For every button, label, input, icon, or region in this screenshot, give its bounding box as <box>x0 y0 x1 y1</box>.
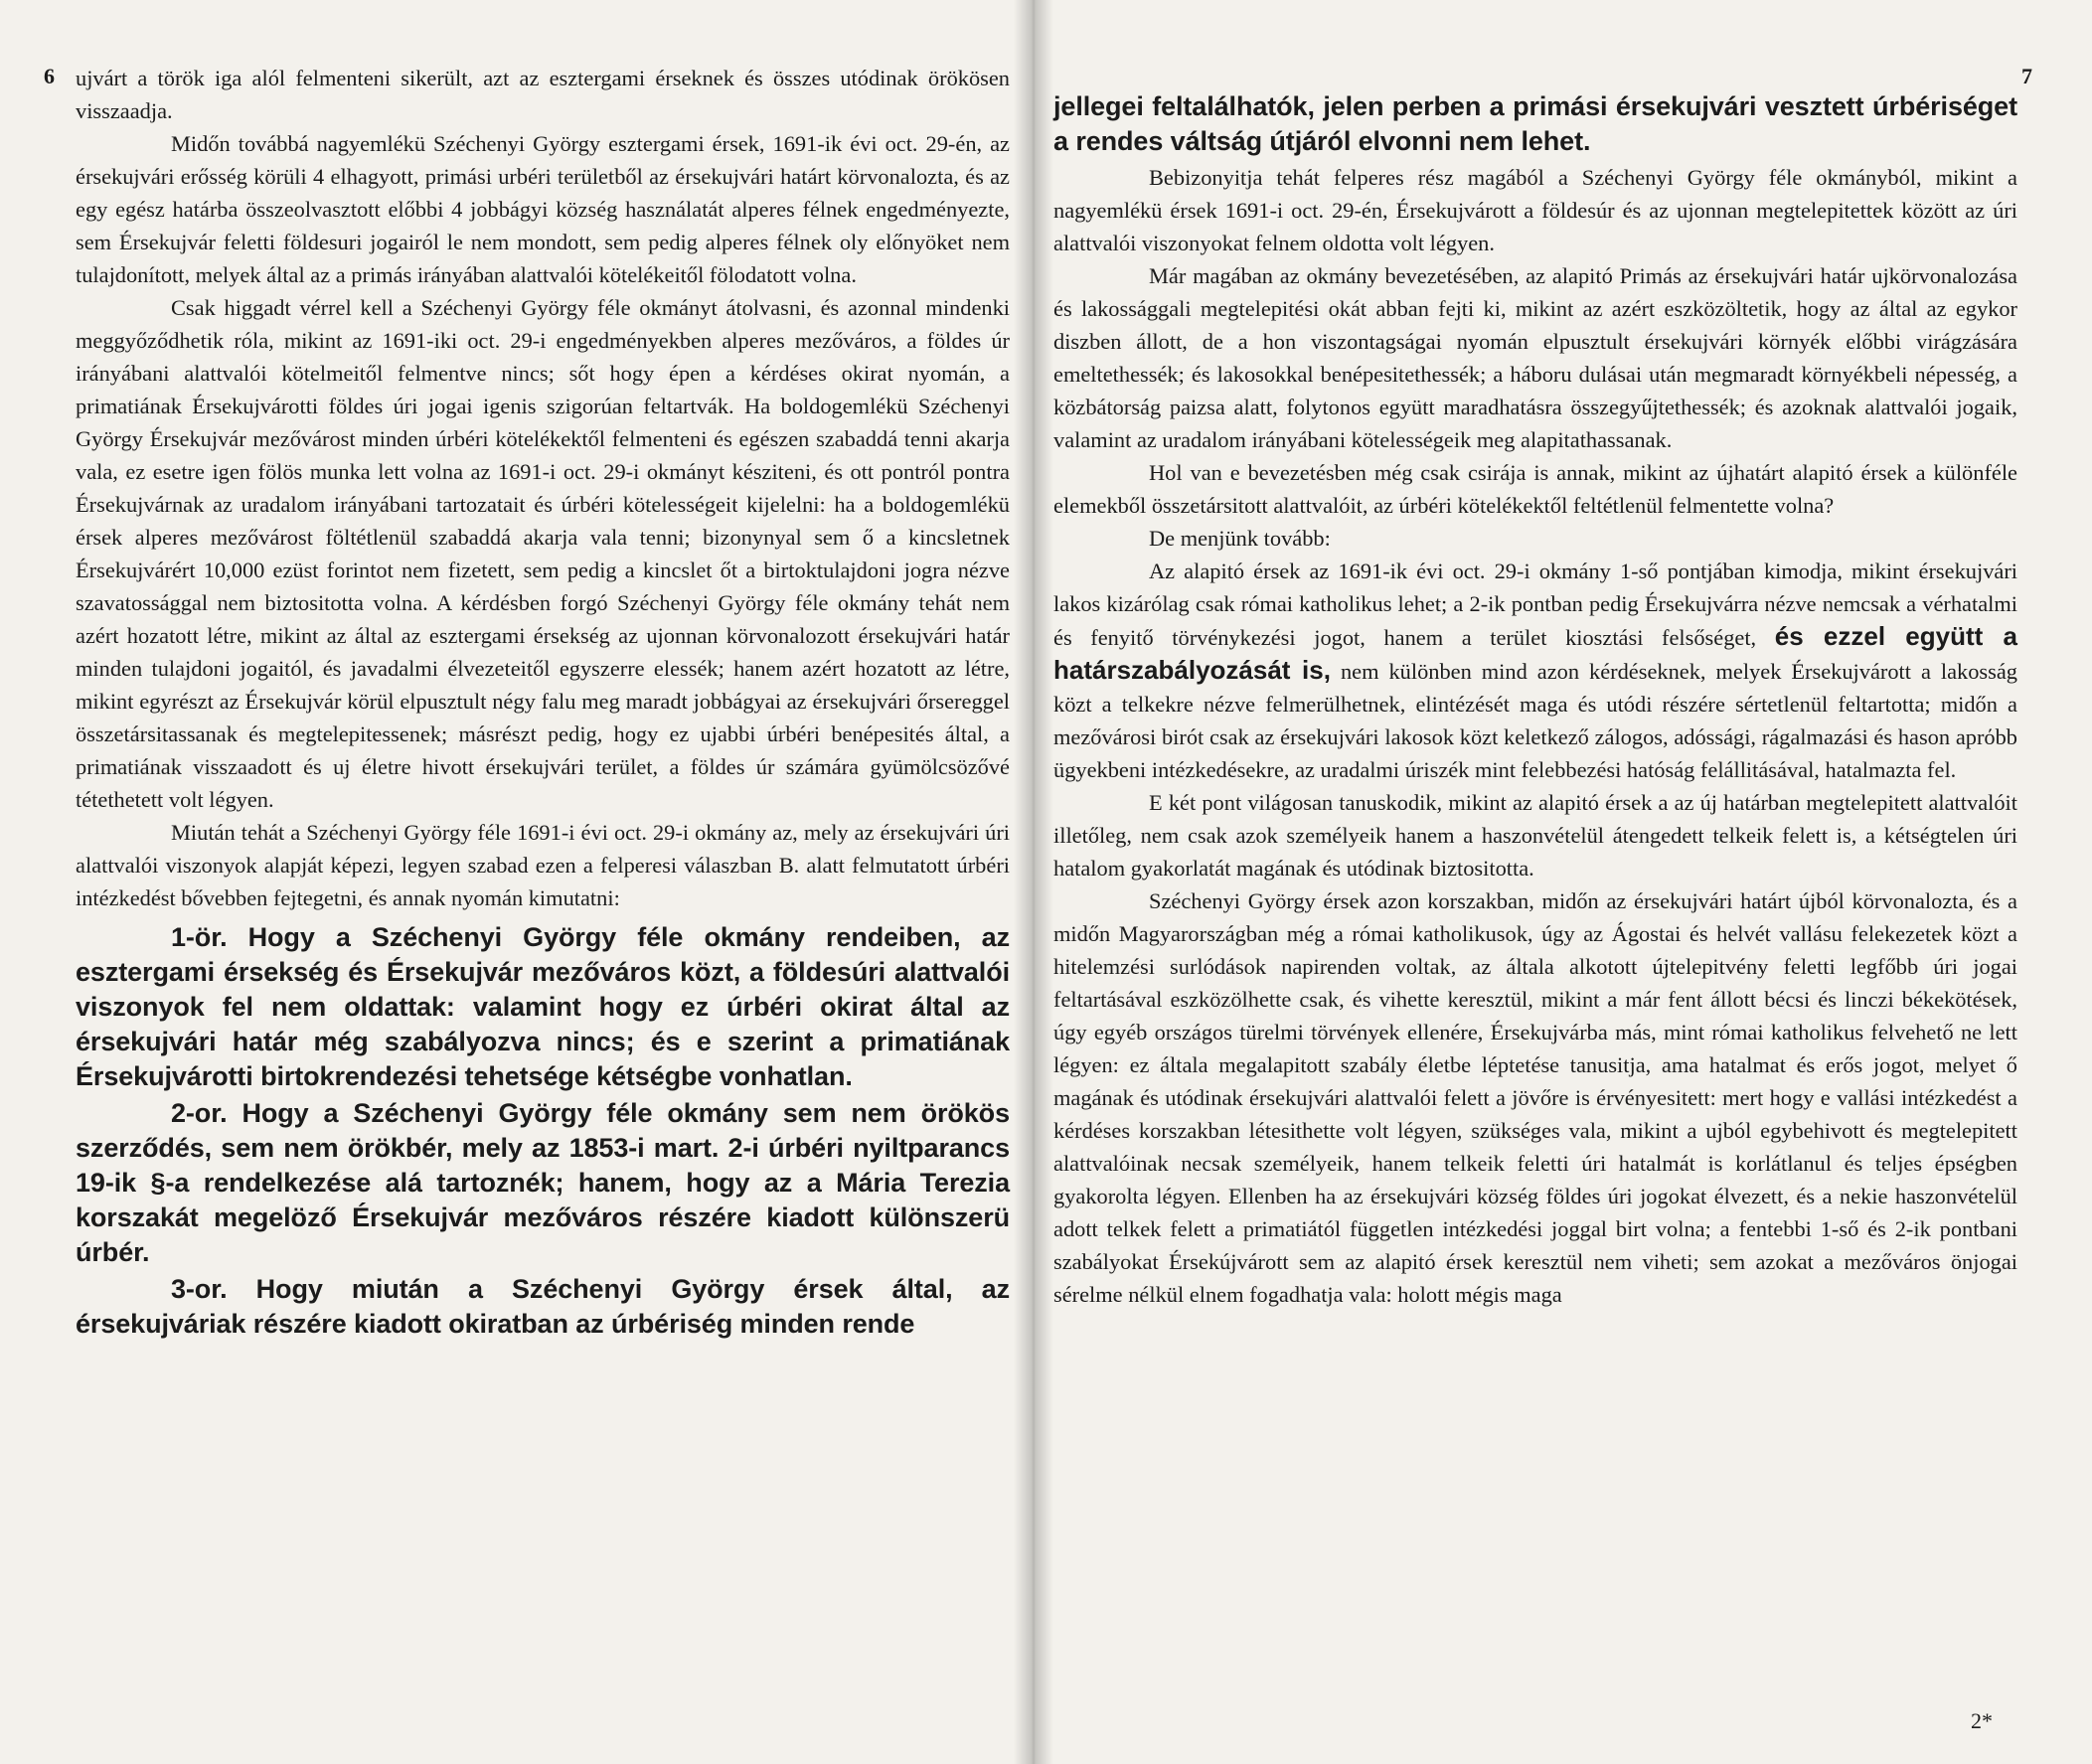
paragraph: Már magában az okmány bevezetésében, az alapitó Primás az érsekujvári határ ujkörvonalozása és lakossággali megtelepitési okát abban fejti ki, mikint az azért eszközöltetik, hogy az által az egykor diszben állott, de a hon viszontagságai nyomán elpusztult érsekujvári környék előbbi virágzására emeltethessék; és lakosokkal benépesitethessék; a háboru dulásai után megmaradt környékbeli népesség, a közbátorság paizsa alatt, folytonos együtt maradhatásra összegyűjtethessék; és azoknak alattvalói jogaik, valamint az uradalom irányábani kötelességeik meg alapitathassanak. <box>1053 263 2017 452</box>
paragraph: Széchenyi György érsek azon korszakban, midőn az érsekujvári határt újból körvonalozta, és a midőn Magyarországban még a római katholikusok, úgy az Ágostai és helvét vallásu felekezetek közt a hitelemzési surlódások napirenden voltak, az általa alkotott újtelepitvény feletti legfőbb úri jogai feltartásával eszközölhette csak, és vihette keresztül, mikint a már fent állott bécsi és linczi békekötések, úgy egyéb országos türelmi törvények ellenére, Érsekujvárba más, mint római katholikus felvehető ne lett légyen: ez általa megalapitott szabály életbe léptetése tanusitja, ama hatalmat és erős jogot, melyet ő magának és utódinak érsekujvári alattvalói felett a jövőre is érvényesitett: mert hogy e vallási intézkedést a kérdéses korszakban létesithette volt légyen, szükséges vala, mikint a ujból egybehivott és megtelepitett alattvalóinak necsak személyeik, hanem telkeik feletti úri hatalmát is korlátlanul és teljes épségben gyakorolta légyen. Ellenben ha az érsekujvári község földes úri jogokat élvezett, és a nekie haszonvételül adott telkek felett a primatiától független intézkedési joggal birt volna; a fentebbi 1-ső és 2-ik pontbani szabályokat Érsekújvárott sem az alapitó érsek keresztül nem viheti; sem azokat a mezőváros önjogai sérelme nélkül elnem fogadhatja vala: holott mégis maga <box>1053 888 2017 1307</box>
right-body <box>1053 161 2017 1311</box>
paragraph: Bebizonyitja tehát felperes rész magából a Széchenyi György féle okmányból, mikint a nagyemlékü érsek 1691-i oct. 29-én, Érsekujvárott a földesúr és az ujonnan megtelepitettek között az úri alattvalói viszonyokat felnem oldotta volt légyen. <box>1053 165 2017 255</box>
text-run: Az alapitó érsek az 1691-ik évi oct. 29-i okmány 1-ső pontjában kimodja, mikint érsekujvári lakos kizárólag csak római katholikus lehet; a 2-ik pontban pedig Érsekujvárra nézve nemcsak a vérhatalmi és fenyitő törvénykezési jogot, hanem a terület kiosztási felsőséget, <box>1053 559 2017 650</box>
paragraph: ujvárt a török iga alól felmenteni sikerült, azt az esztergami érseknek és összes utódinak örökösen visszaadja. <box>76 66 1010 123</box>
paragraph: Midőn továbbá nagyemlékü Széchenyi György esztergami érsek, 1691-ik évi oct. 29-én, az érsekujvári erősség körüli 4 elhagyott, primási urbéri területből az érsekujvári határt körvonalozta, és az egy egész határba összeolvasztott előbbi 4 jobbágyi község használatát alperes félnek engedményezte, sem Érsekujvár feletti földesuri jogairól le nem mondott, sem pedig alperes félnek oly előnyöket nem tulajdonított, melyek által az a primás irányában alattvalói kötelékeitől fölodatott volna. <box>76 131 1010 287</box>
left-page <box>0 0 1034 1764</box>
continued-lead: jellegei feltalálhatók, jelen perben a primási érsekujvári vesztett úrbériséget a rendes váltság útjáról elvonni nem lehet. <box>1053 91 2017 156</box>
paragraph: E két pont világosan tanuskodik, mikint az alapitó érsek a az új határban megtelepitett alattvalóit illetőleg, nem csak azok személyeik hanem a haszonvételül átengedett telkeik felett is, a kétségtelen úri hatalom gyakorlatát magának és utódinak biztositotta. <box>1053 790 2017 881</box>
paragraph: De menjünk tovább: <box>1149 526 1331 551</box>
point-2: 2-or. Hogy a Széchenyi György féle okmány sem nem örökös szerződés, sem nem örökbér, mely az 1853-i mart. 2-i úrbéri nyiltparancs 19-ik §-a rendelkezése alá tartoznék; hanem, hogy az a Mária Terezia korszakát megelöző Érsekujvár mezőváros részére kiadott különszerü úrbér. <box>76 1098 1010 1267</box>
book-gutter <box>1014 0 1053 1764</box>
paragraph <box>1053 555 2017 786</box>
paragraph: Hol van e bevezetésben még csak csirája is annak, mikint az újhatárt alapitó érsek a különféle elemekből összetársitott alattvalóit, az úrbéri kötelékektől feltétlenül felmentette volna? <box>1053 460 2017 518</box>
signature-mark: 2* <box>1971 1708 1993 1733</box>
page-number: 7 <box>2021 64 2032 88</box>
emphasis-run: és ezzel együtt a határszabályozását is, <box>1053 621 2017 685</box>
right-page <box>1034 0 2092 1764</box>
paragraph: Csak higgadt vérrel kell a Széchenyi György féle okmányt átolvasni, és azonnal mindenki meggyőződhetik róla, mikint az 1691-iki oct. 29-i engedményekben alperes mezőváros, a földes úr irányábani alattvalói kötelmeitől felmentve nincs; sőt hogy épen a kérdéses okirat nyomán, a primatiának Érsekujvárotti földes úri jogai igenis szigorúan feltartvák. Ha boldogemlékü Széchenyi György Érsekujvár mezővárost minden úrbéri kötelékektől felmenteni és egészen szabaddá tenni akarja vala, ez esetre igen fölös munka lett volna az 1691-i oct. 29-i okmányt késziteni, és ott pontról pontra Érsekujvárnak az uradalom irányábani tartozatait és úrbéri kötelességeit kijelelni: ha a boldogemlékü érsek alperes mezővárost föltétlenül szabaddá akarja vala tenni; bizonynyal sem ő a kincsletnek Érsekujvárért 10,000 ezüst forintot nem fizetett, sem pedig a kincslet őt a birtoktulajdoni jogra nézve szavatossággal nem biztositotta volna. A kérdésben forgó Széchenyi György féle okmány tehát nem azért hozatott létre, mikint az által az esztergami érsekség az ujonnan körvonalozott érsekujvári határ minden tulajdoni jogaitól, és javadalmi élvezeteitől egyszerre elessék; hanem azért hozatott az létre, mikint egyrészt az Érsekujvár körül elpusztult négy falu meg maradt jobbágyai az érsekujvári őrsereggel összetársitassanak és megtelepitessenek; másrészt pedig, hogy ez ujabbi úrbéri benépesités által, a primatiának visszaadott és uj életre hivott érsekujvári terület, a földes úr számára gyümölcsözővé tétethetett volt légyen. <box>76 295 1010 812</box>
page-number: 6 <box>44 64 55 88</box>
text-run: nem különben mind azon kérdéseknek, melyek Érsekujvárott a lakosság közt a telkekre nézve felmerülhetnek, elintézését maga és utódi részére sértetlenül feltartotta; midőn a mezővárosi birót csak az érsekujvári lakosok közt keletkező zálogos, adóssági, rágalmazási és hason aprόbb ügyekbeni intézkedésekre, az uradalmi úriszék mint felebbezési hatóság felállitásával, hatalmazta fel. <box>1053 659 2017 782</box>
points-block <box>76 920 1010 1342</box>
point-1: 1-ör. Hogy a Széchenyi György féle okmány rendeiben, az esztergami érsekség és Érsekujvár mezőváros közt, a földesúri alattvalói viszonyok fel nem oldattak: valamint hogy ez úrbéri okirat által az érsekujvári határ még szabályozva nincs; és e szerint a primatiának Érsekujvárotti birtokrendezési tehetsége kétségbe vonhatlan. <box>76 922 1010 1091</box>
point-3: 3-or. Hogy miután a Széchenyi György érsek által, az érsekujváriak részére kiadott okiratban az úrbériség minden rende <box>76 1274 1010 1339</box>
paragraph: Miután tehát a Széchenyi György féle 1691-i évi oct. 29-i okmány az, mely az érsekujvári úri alattvalói viszonyok alapját képezi, legyen szabad ezen a felperesi válaszban B. alatt felmutatott úrbéri intézkedést bővebben fejtegetni, és annak nyomán kimutatni: <box>76 820 1010 910</box>
left-body <box>76 62 1010 914</box>
